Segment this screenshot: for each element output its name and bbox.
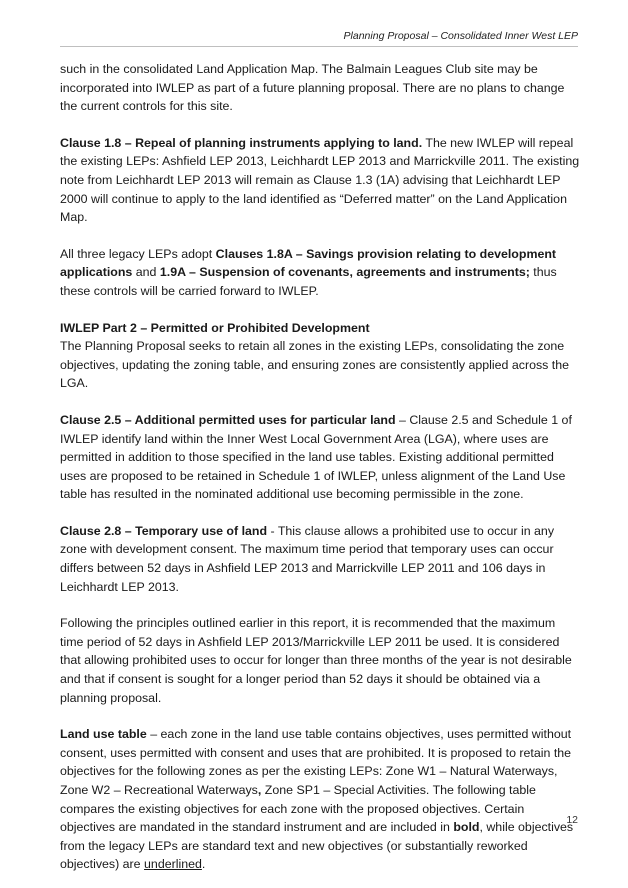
- bold-comma: ,: [257, 783, 262, 797]
- page-number: 12: [566, 814, 578, 826]
- paragraph-text: Following the principles outlined earlier in this report, it is recommended that the maximum time period of 52 days in Ashfield LEP 2013/Marrickville LEP 2011 be used. It is considered that allowing prohibited uses to occur for longer than three months of the year is not desirable and that if consent is sought for a longer period than 52 days it should be obtained via a planning proposal.: [60, 616, 572, 705]
- running-header: Planning Proposal – Consolidated Inner West LEP: [343, 30, 578, 42]
- paragraph-text: - This clause allows a prohibited use to occur in any zone with development consent. The maximum time period that temporary uses can occur differs between 52 days in Ashfield LEP 2013 and Marrickville LEP 2011 and 106 days in Leichhardt LEP 2013.: [60, 523, 555, 594]
- paragraph-text: such in the consolidated Land Application Map. The Balmain Leagues Club site may be incorporated into IWLEP as part of a future planning proposal. There are no plans to change the current controls for this site.: [60, 62, 565, 114]
- clause-reference: 1.9A – Suspension of covenants, agreements and instruments;: [159, 265, 530, 280]
- paragraph-recommendation: [60, 614, 580, 707]
- paragraph-balmain: [60, 60, 580, 116]
- clause-heading: Clause 2.5 – Additional permitted uses for particular land: [60, 412, 396, 427]
- paragraph-text: All three legacy LEPs adopt: [60, 246, 216, 261]
- clause-heading: Clause 1.8 – Repeal of planning instruments applying to land.: [60, 135, 423, 150]
- paragraph-clause-2-5: [60, 411, 580, 504]
- bold-example: bold: [453, 820, 480, 835]
- clause-heading: Clause 2.8 – Temporary use of land: [60, 523, 268, 538]
- paragraph-text: , while objectives from the legacy LEPs are standard text and new objectives (or substantially reworked objectives) are: [60, 820, 574, 872]
- paragraph-land-use-table: [60, 725, 580, 874]
- section-heading: IWLEP Part 2 – Permitted or Prohibited Development: [60, 320, 370, 335]
- paragraph-text: – each zone in the land use table contains objectives, uses permitted without consent, uses permitted with consent and uses that are prohibited. It is proposed to retain the objectives for the following zones as per the existing LEPs: Zone W1 – Natural Waterways, Zone W2 – Recreational Waterways: [60, 727, 572, 797]
- underlined-example: underlined: [144, 857, 202, 872]
- paragraph-text: The Planning Proposal seeks to retain all zones in the existing LEPs, consolidating the zone objectives, updating the zoning table, and ensuring zones are consistently applied across the LGA.: [60, 339, 570, 391]
- paragraph-text: .: [201, 857, 206, 872]
- paragraph-clause-1-8: [60, 134, 580, 227]
- paragraph-text: thus these controls will be carried forward to IWLEP.: [60, 265, 557, 298]
- paragraph-text: and: [132, 265, 160, 280]
- header-divider: [60, 46, 578, 47]
- paragraph-clause-2-8: [60, 522, 580, 596]
- clause-reference: Clauses 1.8A – Savings provision relating to development applications: [60, 246, 557, 280]
- paragraph-text: Zone SP1 – Special Activities. The following table compares the existing objectives for each zone with the proposed objectives. Certain objectives are mandated in the standard instrument and are included in: [60, 783, 536, 835]
- paragraph-legacy-leps: [60, 245, 580, 301]
- paragraph-part-2: [60, 319, 580, 393]
- paragraph-text: The new IWLEP will repeal the existing LEPs: Ashfield LEP 2013, Leichhardt LEP 2013 and Marrickville 2011. The existing note from Leichhardt LEP 2013 will remain as Clause 1.3 (1A) advising that Leichhardt LEP 2000 will continue to apply to the land identified as “Deferred matter” on the Land Application Map.: [60, 135, 580, 225]
- clause-heading: Land use table: [60, 727, 147, 742]
- page-body: [60, 60, 580, 874]
- paragraph-text: – Clause 2.5 and Schedule 1 of IWLEP identify land within the Inner West Local Government Area (LGA), where uses are permitted in addition to those specified in the land use tables. Existing additional permitted uses are proposed to be retained in Schedule 1 of IWLEP, unless alignment of the Land Use table has resulted in the nominated additional use becoming permissible in the zone.: [60, 412, 572, 502]
